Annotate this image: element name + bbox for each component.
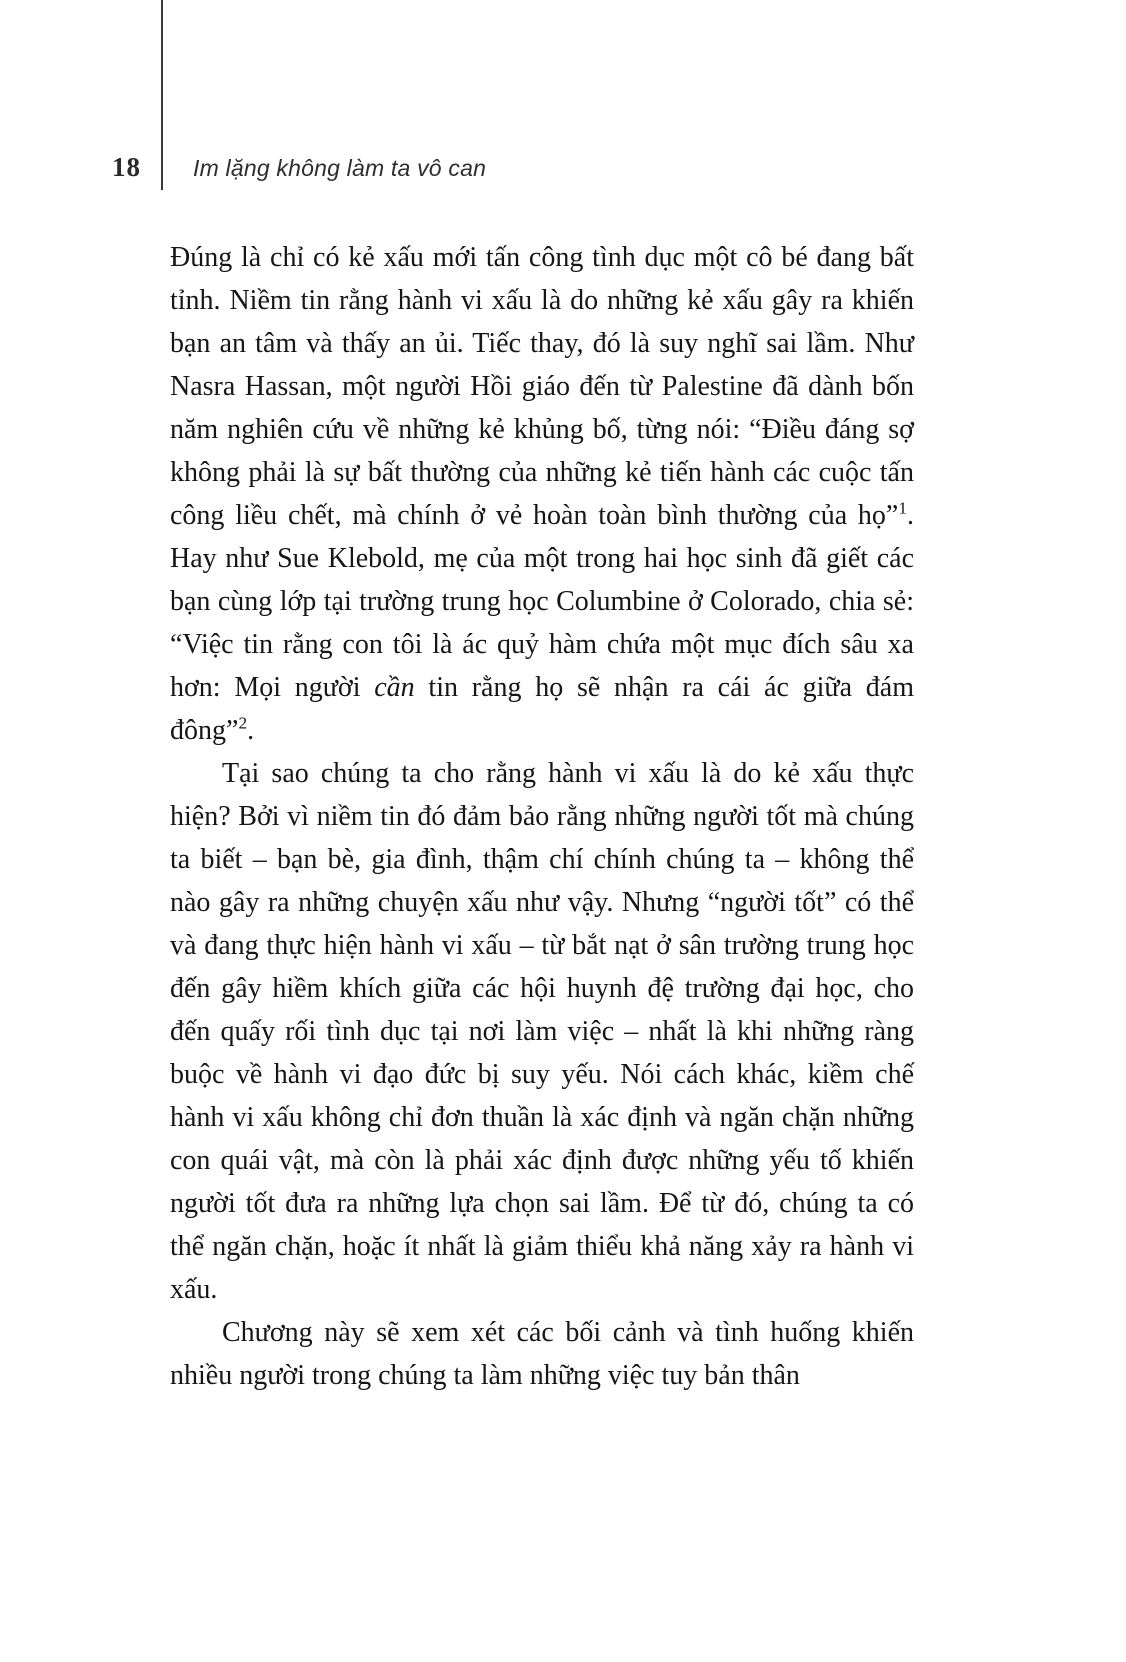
paragraph-1 bbox=[170, 236, 914, 752]
running-title: Im lặng không làm ta vô can bbox=[193, 155, 487, 181]
page-number: 18 bbox=[112, 152, 141, 182]
paragraph-1-italic-word: cần bbox=[374, 672, 415, 703]
footnote-marker-2: 2 bbox=[238, 713, 248, 733]
footnote-marker-1: 1 bbox=[898, 498, 907, 518]
paragraph-3: Chương này sẽ xem xét các bối cảnh và tình huống khiến nhiều người trong chúng ta làm những việc tuy bản thân bbox=[170, 1317, 914, 1391]
paragraph-1-text: tin rằng họ sẽ nhận ra cái ác giữa đám đông” bbox=[170, 672, 914, 746]
paragraph-1-text: Đúng là chỉ có kẻ xấu mới tấn công tình dục một cô bé đang bất tỉnh. Niềm tin rằng hành vi xấu là do những kẻ xấu gây ra khiến bạn an tâm và thấy an ủi. Tiếc thay, đó là suy nghĩ sai lầm. Như Nasra Hassan, một người Hồi giáo đến từ Palestine đã dành bốn năm nghiên cứu về những kẻ khủng bố, từng nói: “Điều đáng sợ không phải là sự bất thường của những kẻ tiến hành các cuộc tấn công liều chết, mà chính ở vẻ hoàn toàn bình thường của họ” bbox=[170, 242, 914, 531]
page-body bbox=[170, 236, 914, 1397]
paragraph-1-text: . Hay như Sue Klebold, mẹ của một trong hai học sinh đã giết các bạn cùng lớp tại trường trung học Columbine ở Colorado, chia sẻ: “Việc tin rằng con tôi là ác quỷ hàm chứa một mục đích sâu xa hơn: Mọi người bbox=[170, 500, 914, 703]
paragraph-1-text: . bbox=[247, 715, 255, 746]
paragraph-2: Tại sao chúng ta cho rằng hành vi xấu là do kẻ xấu thực hiện? Bởi vì niềm tin đó đảm bảo rằng những người tốt mà chúng ta biết – bạn bè, gia đình, thậm chí chính chúng ta – không thể nào gây ra những chuyện xấu như vậy. Nhưng “người tốt” có thể và đang thực hiện hành vi xấu – từ bắt nạt ở sân trường trung học đến gây hiềm khích giữa các hội huynh đệ trường đại học, cho đến quấy rối tình dục tại nơi làm việc – nhất là khi những ràng buộc về hành vi đạo đức bị suy yếu. Nói cách khác, kiềm chế hành vi xấu không chỉ đơn thuần là xác định và ngăn chặn những con quái vật, mà còn là phải xác định được những yếu tố khiến người tốt đưa ra những lựa chọn sai lầm. Để từ đó, chúng ta có thể ngăn chặn, hoặc ít nhất là giảm thiểu khả năng xảy ra hành vi xấu. bbox=[170, 758, 914, 1305]
page-header bbox=[0, 152, 1126, 192]
